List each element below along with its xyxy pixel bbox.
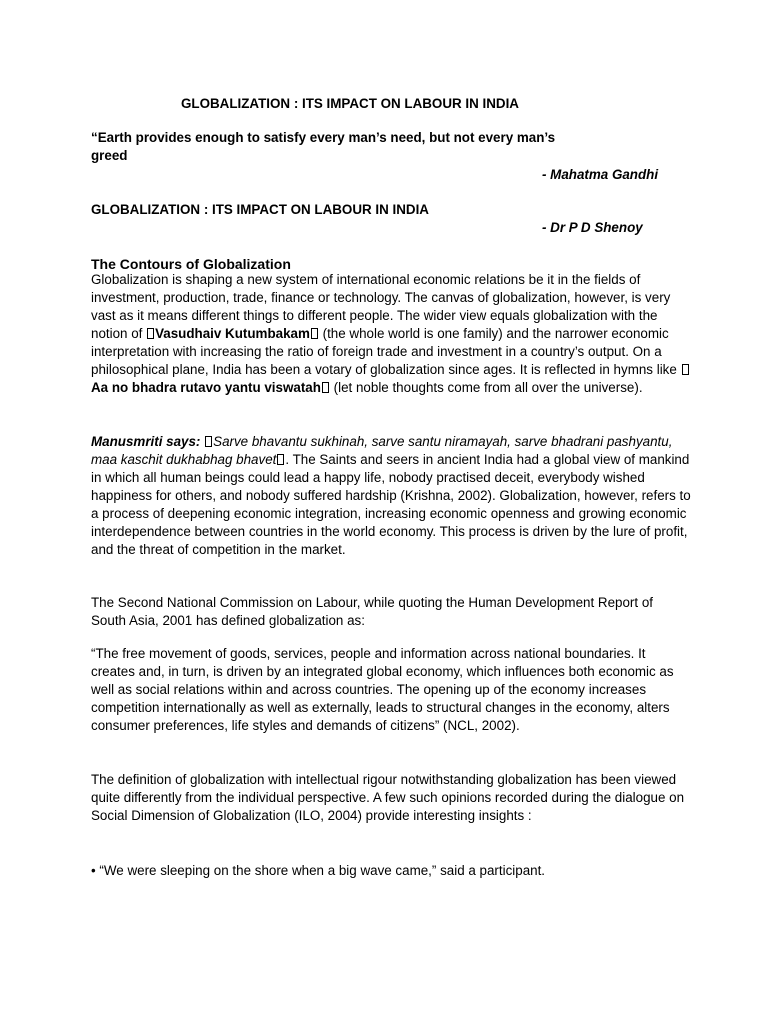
para1-bold-1: Vasudhaiv Kutumbakam: [155, 326, 310, 341]
para2-text: . The Saints and seers in ancient India had a global view of mankind in which all human beings could lead a happy life, nobody practised deceit, everybody wished happiness for others, and nobody suffered hardship (Krishna, 2002). Globalization, however, refers to a process of deepening economic integration, increasing economic openness and growing economic interdependence between countries in the world economy. This process is driven by the lure of profit, and the threat of competition in the market.: [91, 452, 691, 557]
epigraph-quote: “Earth provides enough to satisfy every man’s need, but not every man’s greed: [91, 130, 556, 163]
bullet-icon: •: [91, 863, 96, 878]
para1-text-2: (the whole world is one family) and the narrower economic interpretation with increasing the ratio of foreign trade and investment in a country’s output. On a philosophical plane, India has been a votary of globalization since ages. It is reflected in hymns like: [91, 326, 681, 377]
paragraph-ncl: The Second National Commission on Labour, while quoting the Human Development Report of South Asia, 2001 has defined globalization as:: [91, 595, 653, 628]
paragraph-perspectives: The definition of globalization with intellectual rigour notwithstanding globalization has been viewed quite differently from the individual perspective. A few such opinions recorded during the dialogue on Social Dimension of Globalization (ILO, 2004) provide interesting insights :: [91, 772, 685, 823]
para1-text-3: (let noble thoughts come from all over the universe).: [329, 380, 643, 395]
paragraph-definition-quote: “The free movement of goods, services, people and information across national boundaries. It creates and, in turn, is driven by an integrated global economy, which influences both economic as well as social relations within and across countries. The opening up of the economy increases competition internationally as well as externally, leads to structural changes in the economy, alters consumer preferences, life styles and demands of citizens” (NCL, 2002).: [91, 646, 674, 733]
document-title: GLOBALIZATION : ITS IMPACT ON LABOUR IN INDIA: [181, 96, 519, 111]
para1-text-1: Globalization is shaping a new system of international economic relations be it in the fields of investment, production, trade, finance or technology. The canvas of globalization, however, is very vast as it means different things to different people. The wider view equals globalization with the notion of: [91, 272, 671, 341]
list-item: [91, 862, 691, 880]
para1-bold-2: Aa no bhadra rutavo yantu viswatah: [91, 380, 321, 395]
paragraph-contours: [91, 271, 691, 397]
document-subtitle: GLOBALIZATION : ITS IMPACT ON LABOUR IN INDIA: [91, 202, 429, 217]
missing-glyph-icon: [682, 364, 689, 375]
manusmriti-quote: Sarve bhavantu sukhinah, sarve santu niramayah, sarve bhadrani pashyantu, maa kaschit dukhabhag bhavet: [91, 434, 673, 467]
list-item-text: “We were sleeping on the shore when a big wave came,” said a participant.: [95, 863, 546, 878]
missing-glyph-icon: [205, 436, 212, 447]
bullet-list: [91, 862, 691, 880]
missing-glyph-icon: [277, 454, 284, 465]
missing-glyph-icon: [322, 382, 329, 393]
missing-glyph-icon: [311, 328, 318, 339]
missing-glyph-icon: [147, 328, 154, 339]
section-heading: The Contours of Globalization: [91, 256, 291, 272]
paragraph-manusmriti: [91, 433, 691, 559]
manusmriti-label: Manusmriti says:: [91, 434, 201, 449]
epigraph-attribution: - Mahatma Gandhi: [542, 167, 659, 182]
author-line: - Dr P D Shenoy: [542, 220, 643, 235]
